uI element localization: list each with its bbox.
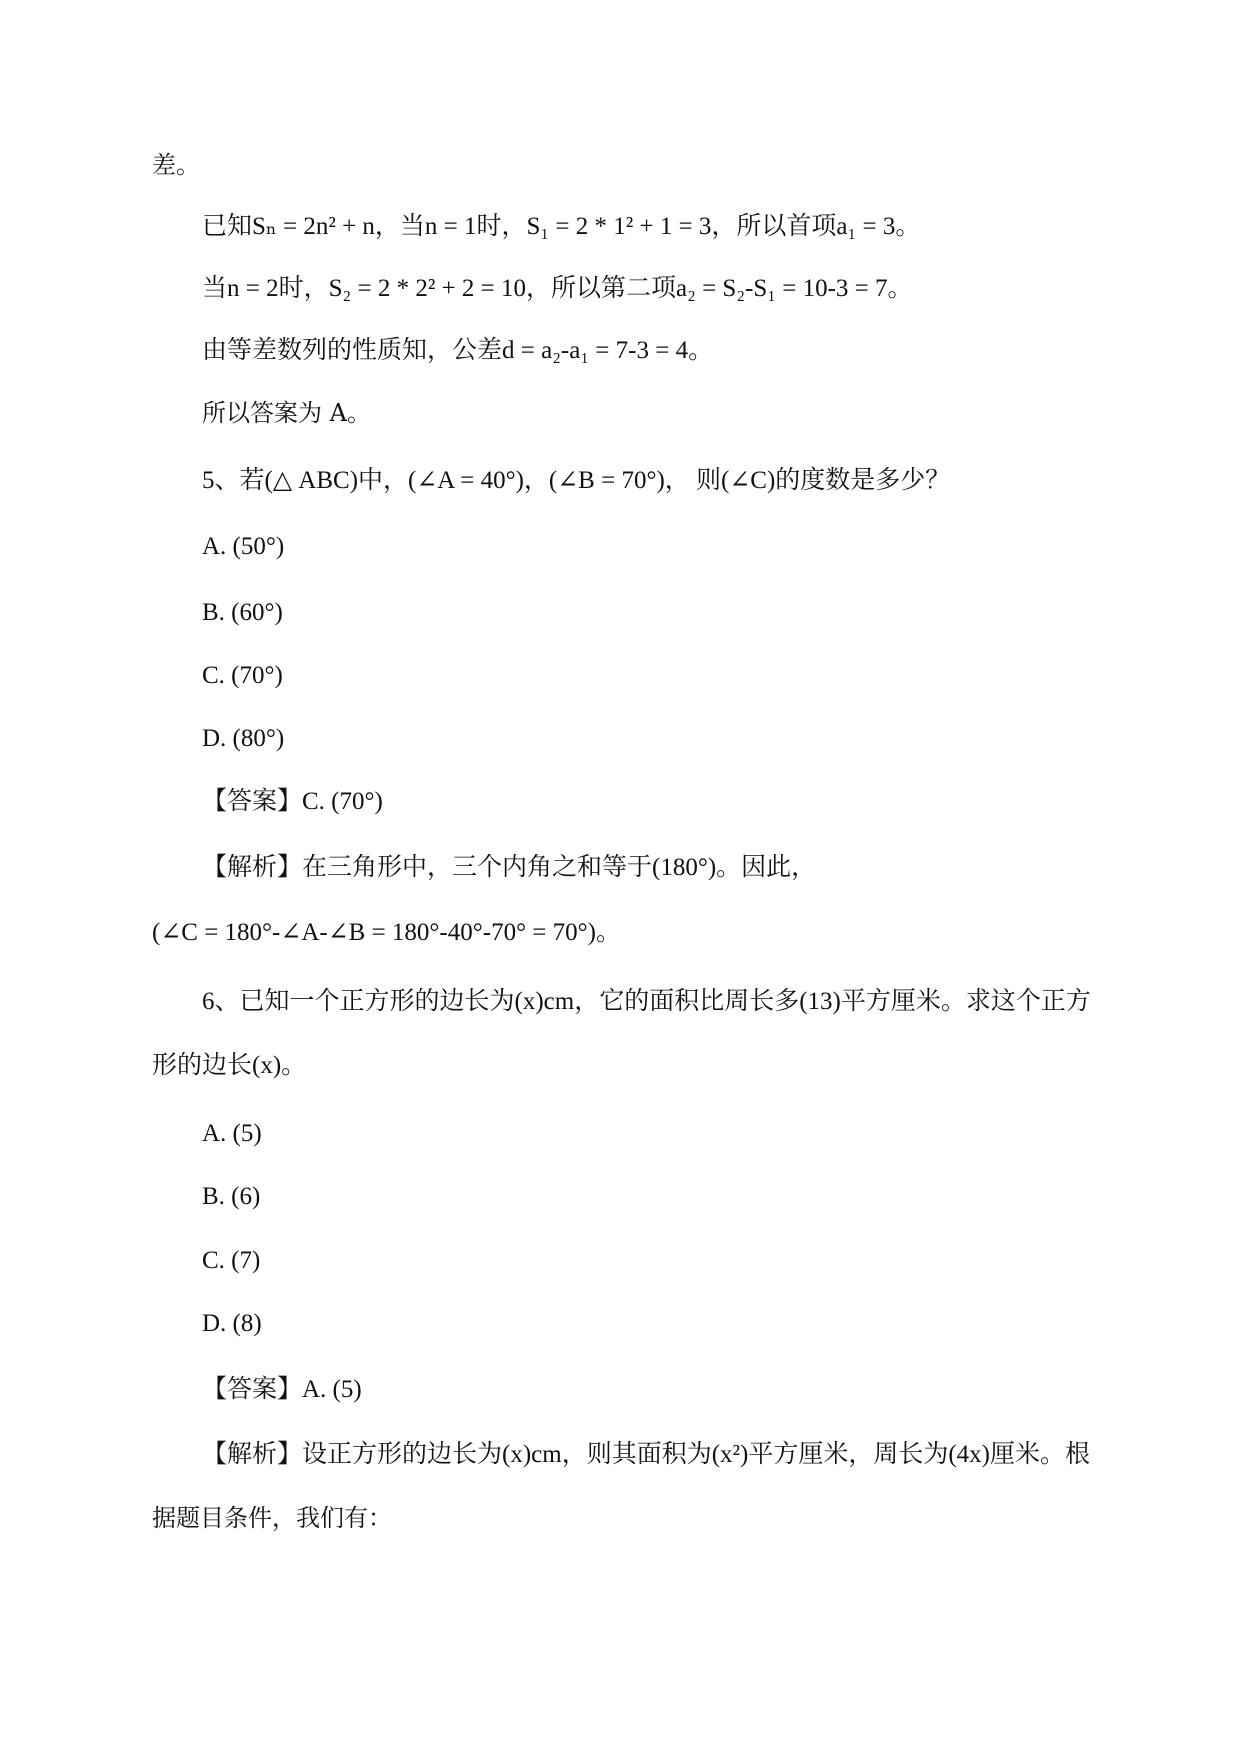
question-5-stem: 5、若(△ ABC)中，(∠A = 40°)，(∠B = 70°)， 则(∠C)的度数是多少？ xyxy=(202,467,951,494)
question-5-analysis-formula: (∠C = 180°-∠A-∠B = 180°-40°-70° = 70°)。 xyxy=(152,919,621,946)
question-6-option-c: C. (7) xyxy=(202,1247,261,1274)
question-6-option-d: D. (8) xyxy=(202,1310,262,1337)
question-5-option-a: A. (50°) xyxy=(202,533,285,560)
text-line-second-term: 当n = 2时，S₂ = 2 * 2² + 2 = 10，所以第二项a₂ = S₂-S₁ = 10-3 = 7。 xyxy=(202,275,913,302)
text-line-common-difference: 由等差数列的性质知，公差d = a₂-a₁ = 7-3 = 4。 xyxy=(202,337,714,364)
question-6-answer: 【答案】A. (5) xyxy=(202,1376,362,1403)
question-5-analysis: 【解析】在三角形中，三个内角之和等于(180°)。因此， xyxy=(202,854,817,881)
question-6-stem-continuation: 形的边长(x)。 xyxy=(152,1052,307,1079)
question-6-option-b: B. (6) xyxy=(202,1183,261,1210)
text-line-first-term: 已知Sₙ = 2n² + n，当n = 1时，S₁ = 2 * 1² + 1 = 3，所以首项a₁ = 3。 xyxy=(202,213,921,240)
question-5-option-d: D. (80°) xyxy=(202,725,285,752)
text-line-answer-conclusion: 所以答案为 A。 xyxy=(202,399,371,427)
question-6-analysis: 【解析】设正方形的边长为(x)cm，则其面积为(x²)平方厘米，周长为(4x)厘米。根 xyxy=(202,1441,1090,1468)
question-5-answer: 【答案】C. (70°) xyxy=(202,788,383,815)
text-line-continuation: 差。 xyxy=(152,151,200,179)
question-6-stem: 6、已知一个正方形的边长为(x)cm，它的面积比周长多(13)平方厘米。求这个正方 xyxy=(202,988,1091,1015)
question-6-analysis-continuation: 据题目条件，我们有： xyxy=(152,1504,392,1532)
question-5-option-c: C. (70°) xyxy=(202,662,283,689)
question-5-option-b: B. (60°) xyxy=(202,599,283,626)
question-6-option-a: A. (5) xyxy=(202,1120,262,1147)
